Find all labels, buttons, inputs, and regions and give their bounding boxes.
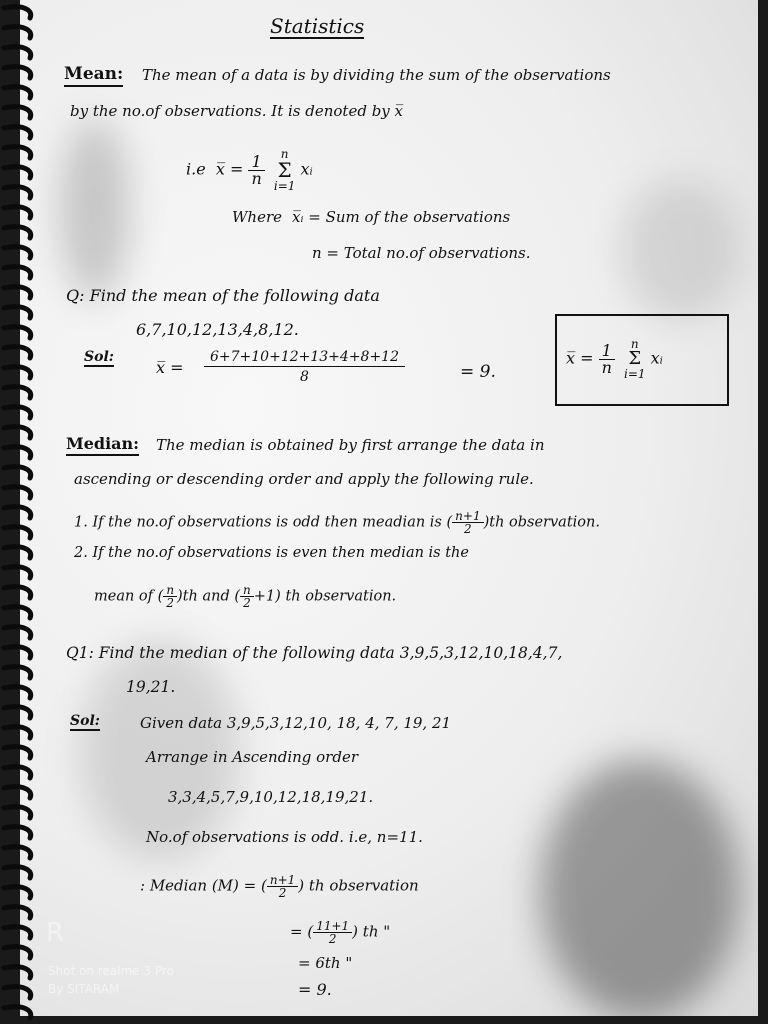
question-mean: Q: Find the mean of the following data xyxy=(66,286,380,305)
solution-denominator: 8 xyxy=(300,369,309,385)
watermark-line-1: Shot on realme 3 Pro xyxy=(48,964,174,978)
spiral-ring xyxy=(4,327,31,338)
formula-term: xᵢ xyxy=(300,159,313,179)
median-rule-2: 2. If the no.of observations is even then median is the xyxy=(74,545,469,561)
spiral-ring xyxy=(4,907,31,918)
spiral-ring xyxy=(4,287,31,298)
spiral-ring xyxy=(4,887,31,898)
fraction-denominator: n xyxy=(251,168,262,188)
fraction-numerator: 1 xyxy=(248,154,264,171)
spiral-ring xyxy=(4,347,31,358)
spiral-ring xyxy=(4,767,31,778)
where-definition-1: x̅ᵢ = Sum of the observations xyxy=(292,208,511,226)
spiral-ring xyxy=(4,387,31,398)
spiral-ring xyxy=(4,427,31,438)
spiral-ring xyxy=(4,647,31,658)
question-median: Q1: Find the median of the following data 3,9,5,3,12,10,18,4,7, xyxy=(66,644,563,662)
spiral-ring xyxy=(4,567,31,578)
spiral-ring xyxy=(4,107,31,118)
spiral-ring xyxy=(4,367,31,378)
mean-formula xyxy=(186,148,313,192)
spiral-ring xyxy=(4,687,31,698)
spiral-ring xyxy=(4,867,31,878)
mean-solution-fraction xyxy=(204,350,405,384)
spiral-ring xyxy=(4,467,31,478)
where-definition-2: n = Total no.of observations. xyxy=(312,244,531,262)
solution-label: Sol: xyxy=(84,349,114,365)
spiral-ring xyxy=(4,207,31,218)
spiral-ring xyxy=(4,987,31,998)
median-rule-2-cont: mean of ( $\frac{n}{2}$ )th and ( $\frac{n}{2}$ +1) th observation. xyxy=(94,583,397,610)
shadow xyxy=(540,760,740,1016)
spiral-ring xyxy=(4,127,31,138)
notebook-page xyxy=(20,0,758,1016)
camera-logo-icon: R xyxy=(46,918,65,948)
summation: n Σ i=1 xyxy=(273,147,296,193)
boxed-formula: x̅ = $\frac{1}{n}$ n Σ i=1 xᵢ xyxy=(566,337,663,381)
spiral-ring xyxy=(4,7,31,18)
spiral-ring xyxy=(4,167,31,178)
spiral-ring xyxy=(4,147,31,158)
spiral-ring xyxy=(4,27,31,38)
sorted-data: 3,3,4,5,7,9,10,12,18,19,21. xyxy=(168,788,374,806)
formula-lhs: x̅ = xyxy=(215,159,244,179)
spiral-ring xyxy=(4,67,31,78)
mean-solution-result: = 9. xyxy=(460,362,496,382)
odd-note: No.of observations is odd. i.e, n=11. xyxy=(146,828,423,846)
arrange-instruction: Arrange in Ascending order xyxy=(146,748,358,766)
spiral-ring xyxy=(4,727,31,738)
median-step-4: = 9. xyxy=(298,980,332,999)
spiral-ring xyxy=(4,847,31,858)
formula-fraction xyxy=(248,151,264,188)
spiral-ring xyxy=(4,627,31,638)
where-label: Where xyxy=(232,208,283,226)
question-mean-data: 6,7,10,12,13,4,8,12. xyxy=(136,320,299,339)
median-heading: Median: xyxy=(66,436,139,452)
median-line-1: The median is obtained by first arrange the data in xyxy=(156,436,545,454)
spiral-ring xyxy=(4,787,31,798)
solution-label-2: Sol: xyxy=(70,713,100,729)
spiral-ring xyxy=(4,827,31,838)
median-line-2: ascending or descending order and apply the following rule. xyxy=(74,470,534,488)
spiral-ring xyxy=(4,707,31,718)
spiral-ring xyxy=(4,747,31,758)
spiral-ring xyxy=(4,527,31,538)
spiral-ring xyxy=(4,407,31,418)
spiral-ring xyxy=(4,1007,31,1018)
shadow xyxy=(60,120,130,300)
median-step-2: = ( $\frac{11+1}{2}$ ) th " xyxy=(290,919,391,946)
mean-line-2: by the no.of observations. It is denoted by x̅ xyxy=(70,102,404,120)
mean-line-1: The mean of a data is by dividing the sum of the observations xyxy=(142,66,611,84)
spiral-ring xyxy=(4,547,31,558)
spiral-binding xyxy=(0,0,44,1024)
median-rule-1: 1. If the no.of observations is odd then meadian is ( $\frac{n+1}{2}$ )th observation. xyxy=(74,509,600,536)
spiral-ring xyxy=(4,947,31,958)
spiral-ring xyxy=(4,227,31,238)
mean-solution-lhs: x̅ = xyxy=(156,358,184,377)
shadow xyxy=(620,180,740,320)
median-step-1: : Median (M) = ( $\frac{n+1}{2}$ ) th observation xyxy=(140,873,419,900)
watermark-line-2: By SITARAM xyxy=(48,982,120,996)
page-title: Statistics xyxy=(270,14,365,38)
spiral-ring xyxy=(4,487,31,498)
median-step-3: = 6th " xyxy=(298,954,353,972)
spiral-ring xyxy=(4,47,31,58)
spiral-ring xyxy=(4,927,31,938)
spiral-ring xyxy=(4,447,31,458)
spiral-ring xyxy=(4,247,31,258)
given-data: Given data 3,9,5,3,12,10, 18, 4, 7, 19, 21 xyxy=(140,714,452,732)
spiral-ring xyxy=(4,967,31,978)
spiral-ring xyxy=(4,187,31,198)
spiral-ring xyxy=(4,267,31,278)
spiral-ring xyxy=(4,807,31,818)
spiral-ring xyxy=(4,507,31,518)
spiral-ring xyxy=(4,667,31,678)
spiral-ring xyxy=(4,87,31,98)
solution-numerator: 6+7+10+12+13+4+8+12 xyxy=(204,350,405,367)
question-median-cont: 19,21. xyxy=(126,678,176,696)
spiral-ring xyxy=(4,607,31,618)
spiral-ring xyxy=(4,307,31,318)
mean-heading: Mean: xyxy=(64,66,123,83)
formula-prefix: i.e xyxy=(186,159,206,179)
spiral-ring xyxy=(4,587,31,598)
